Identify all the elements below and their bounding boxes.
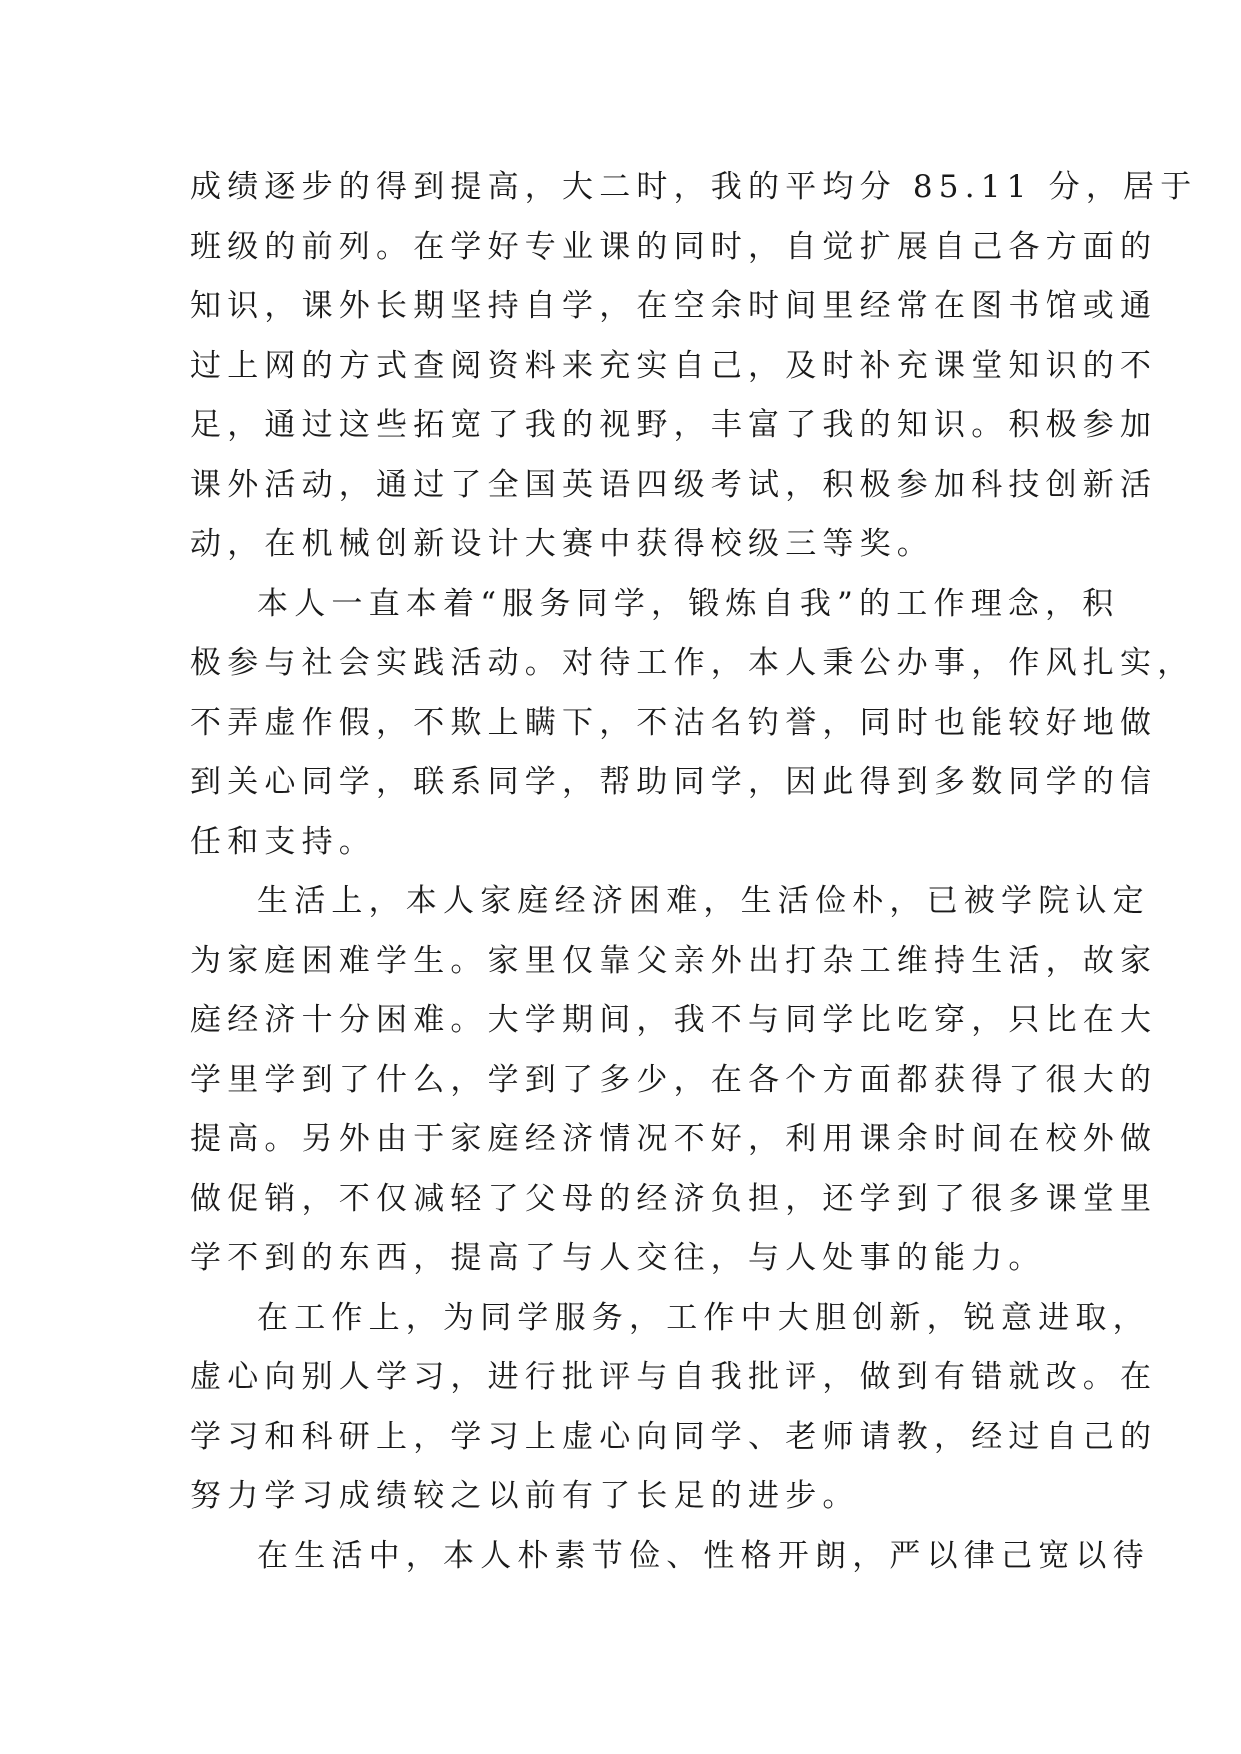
paragraph-first-line: 在生活中，本人朴素节俭、性格开朗，严以律己宽以待 <box>257 1537 1150 1574</box>
text-line: 学不到的东西，提高了与人交往，与人处事的能力。 <box>190 1240 1046 1276</box>
text-line: 虚心向别人学习，进行批评与自我批评，做到有错就改。在 <box>190 1359 1158 1395</box>
text-line: 动，在机械创新设计大赛中获得校级三等奖。 <box>190 526 934 562</box>
text-line: 庭经济十分困难。大学期间，我不与同学比吃穿，只比在大 <box>190 1002 1158 1038</box>
paragraph-first-line: 本人一直本着“服务同学，锻炼自我”的工作理念，积 <box>257 585 1120 622</box>
text-line: 知识，课外长期坚持自学，在空余时间里经常在图书馆或通 <box>190 288 1158 324</box>
text-line: 足，通过这些拓宽了我的视野，丰富了我的知识。积极参加 <box>190 407 1158 443</box>
text-line: 任和支持。 <box>190 823 376 860</box>
paragraph-first-line: 在工作上，为同学服务，工作中大胆创新，锐意进取， <box>257 1299 1150 1336</box>
text-line: 提高。另外由于家庭经济情况不好，利用课余时间在校外做 <box>190 1121 1158 1157</box>
text-line: 努力学习成绩较之以前有了长足的进步。 <box>190 1478 860 1514</box>
paragraph-first-line: 生活上，本人家庭经济困难，生活俭朴，已被学院认定 <box>257 883 1150 919</box>
text-line: 班级的前列。在学好专业课的同时，自觉扩展自己各方面的 <box>190 228 1158 265</box>
text-line: 极参与社会实践活动。对待工作，本人秉公办事，作风扎实， <box>190 645 1195 681</box>
text-line: 成绩逐步的得到提高，大二时，我的平均分 85.11 分，居于 <box>190 169 1198 205</box>
body-text <box>190 158 1198 1586</box>
text-line: 到关心同学，联系同学，帮助同学，因此得到多数同学的信 <box>190 764 1158 800</box>
text-line: 学里学到了什么，学到了多少，在各个方面都获得了很大的 <box>190 1061 1158 1098</box>
text-line: 做促销，不仅减轻了父母的经济负担，还学到了很多课堂里 <box>190 1180 1158 1217</box>
text-line: 不弄虚作假，不欺上瞒下，不沽名钓誉，同时也能较好地做 <box>190 704 1158 741</box>
text-line: 课外活动，通过了全国英语四级考试，积极参加科技创新活 <box>190 466 1158 503</box>
text-line: 为家庭困难学生。家里仅靠父亲外出打杂工维持生活，故家 <box>190 942 1158 979</box>
text-line: 过上网的方式查阅资料来充实自己，及时补充课堂知识的不 <box>190 347 1158 384</box>
text-line: 学习和科研上，学习上虚心向同学、老师请教，经过自己的 <box>190 1418 1158 1455</box>
